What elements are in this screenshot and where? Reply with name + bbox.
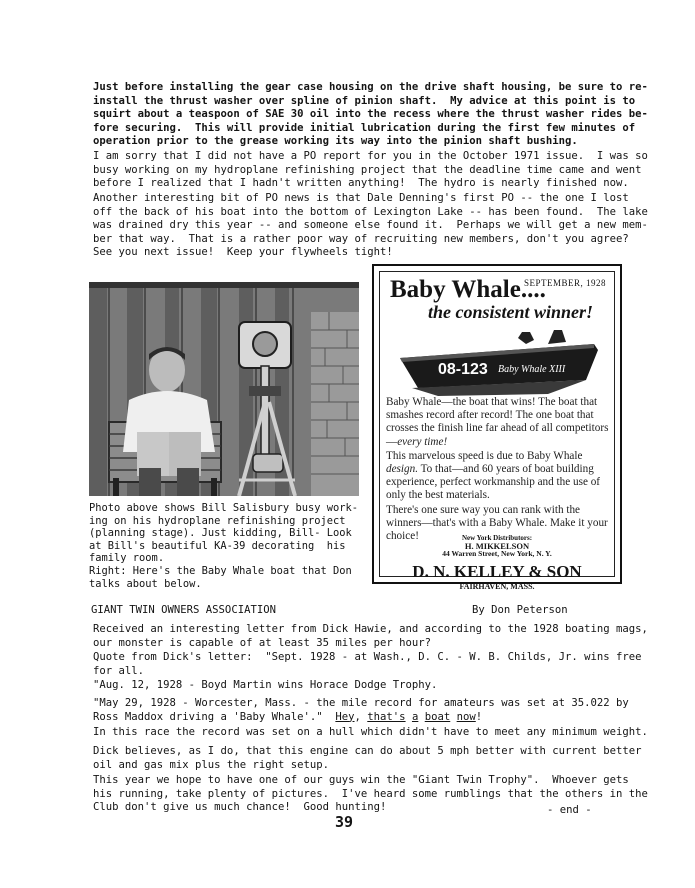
end-mark: - end - [547, 804, 592, 816]
ad-emphasis: every time! [397, 435, 448, 448]
caption-line: ing on his hydroplane refinishing project [89, 514, 346, 527]
ad-text: Baby Whale—the boat that wins! The boat that smashes record after record! The one boat that crosses the finish line far ahead of all competitors— [386, 396, 609, 448]
text-line: See you next issue! Keep your flywheels tight! [93, 246, 393, 258]
text-line: Received an interesting letter from Dick Hawie, and according to the 1928 boating mags, [93, 623, 648, 635]
distributor-label: New York Distributors: [461, 534, 533, 542]
text-line: for all. [93, 664, 145, 677]
caption-line: (planning stage). Just kidding, Bill- Look [89, 527, 352, 540]
text-line: Another interesting bit of PO news is that Dale Denning's first PO -- the one I lost [93, 192, 629, 204]
text-line: before I realized that I hadn't written anything! The hydro is nearly finished now. [93, 177, 629, 189]
distributor-name: H. MIKKELSON [464, 541, 530, 551]
aug-paragraph [93, 679, 623, 693]
underlined-text: Hey [335, 710, 355, 723]
ad-paragraph [386, 396, 614, 449]
photo-image [89, 282, 359, 496]
caption-line: at Bill's beautiful KA-39 decorating his [89, 539, 346, 552]
ad-tagline: the consistent winner! [428, 302, 594, 322]
ad-body [386, 396, 614, 544]
text-line: was drained dry this year -- and someone else found it. Perhaps we will get a new mem- [93, 219, 648, 231]
text-line: Club don't give us much chance! Good hunting! [93, 801, 387, 813]
text-line: This year we hope to have one of our guys win the "Giant Twin Trophy". Whoever gets [93, 774, 629, 786]
quote-paragraph [93, 651, 642, 678]
text-line: squirt about a teaspoon of SAE 30 oil into the recess where the thrust washer rides be- [93, 108, 648, 120]
text-line: our monster is capable of at least 35 miles per hour? [93, 636, 432, 649]
text-line: ber that way. That is a rather poor way of recruiting new members, don't you agree? [93, 232, 629, 245]
text-line: install the thrust washer over spline of pinion shaft. My advice at this point is to [93, 94, 636, 107]
boat-name: Baby Whale XIII [498, 364, 566, 375]
text-line: his running, take plenty of pictures. I've heard some rumblings that the others in the [93, 787, 648, 800]
caption-line: family room. [89, 552, 165, 565]
text-line: "Aug. 12, 1928 - Boyd Martin wins Horace Dodge Trophy. [93, 679, 438, 691]
received-paragraph [93, 623, 648, 650]
text-line: Ross Maddox driving a 'Baby Whale'." Hey, that's a boat now! [93, 710, 483, 723]
text-line: In this race the record was set on a hull which didn't have to meet any minimum weight. [93, 726, 648, 738]
ad-inner-border [379, 271, 615, 591]
ad-maker-city: FAIRHAVEN, MASS. [459, 582, 535, 591]
text-fragment: Ross Maddox driving a 'Baby Whale'." [93, 710, 336, 723]
text-line: oil and gas mix plus the right setup. [93, 758, 329, 771]
text-line: fore securing. This will provide initial lubrication during the first few minutes of [93, 121, 636, 134]
news-paragraph [93, 192, 648, 246]
text-line: Just before installing the gear case housing on the drive shaft housing, be sure to re- [93, 81, 648, 93]
ad-distributor [380, 534, 614, 558]
outboard-motor-photo [89, 282, 359, 496]
ad-date: SEPTEMBER, 1928 [523, 278, 606, 288]
race-paragraph [93, 726, 648, 740]
text-line: I am sorry that I did not have a PO report for you in the October 1971 issue. I was so [93, 150, 648, 162]
intro-paragraph [93, 81, 648, 149]
underlined-text: a [411, 710, 419, 723]
page-number: 39 [335, 813, 354, 831]
caption-line: Photo above shows Bill Salisbury busy work- [89, 502, 358, 514]
underlined-text: now [456, 710, 476, 723]
ad-text: To that—and 60 years of boat building experience, perfect workmanship and the use of only the best materials. [386, 463, 601, 502]
ad-emphasis: design. [386, 463, 419, 476]
underlined-text: that's [367, 710, 406, 723]
text-line: Quote from Dick's letter: "Sept. 1928 - at Wash., D. C. - W. B. Childs, Jr. wins free [93, 651, 642, 663]
ad-paragraph [386, 450, 614, 503]
see-you-paragraph [93, 246, 623, 260]
ad-text: This marvelous speed is due to Baby Whale [386, 449, 583, 462]
caption-line: talks about below. [89, 577, 202, 590]
text-line: off the back of his boat into the bottom of Lexington Lake -- has been found. The lake [93, 205, 648, 218]
ad-text: There's one sure way you can rank with the winners—that's with a Baby Whale. Make it your choice! [386, 503, 608, 543]
ad-maker: D. N. KELLEY & SON [412, 562, 582, 581]
baby-whale-advertisement [372, 264, 622, 591]
may-paragraph [93, 697, 629, 724]
text-line: "May 29, 1928 - Worcester, Mass. - the mile record for amateurs was set at 35.022 by [93, 697, 629, 709]
distributor-address: 44 Warren Street, New York, N. Y. [442, 549, 552, 558]
year-paragraph [93, 774, 648, 815]
text-line: busy working on my hydroplane refinishing project that the deadline time came and went [93, 163, 642, 176]
ad-title: Baby Whale.... [390, 276, 546, 303]
sorry-paragraph [93, 150, 648, 191]
photo-caption [89, 502, 359, 590]
dick-paragraph [93, 745, 642, 772]
speedboat-illustration [398, 328, 604, 398]
text-line: operation prior to the grease working its way into the pinion shaft bushing. [93, 135, 578, 147]
text-line: Dick believes, as I do, that this engine can do about 5 mph better with current better [93, 745, 642, 757]
section-byline: By Don Peterson [472, 604, 568, 616]
underlined-text: boat [424, 710, 451, 723]
boat-number: 08-123 [438, 361, 488, 378]
section-heading: GIANT TWIN OWNERS ASSOCIATION [91, 604, 276, 616]
caption-line: Right: Here's the Baby Whale boat that Don [89, 564, 352, 577]
